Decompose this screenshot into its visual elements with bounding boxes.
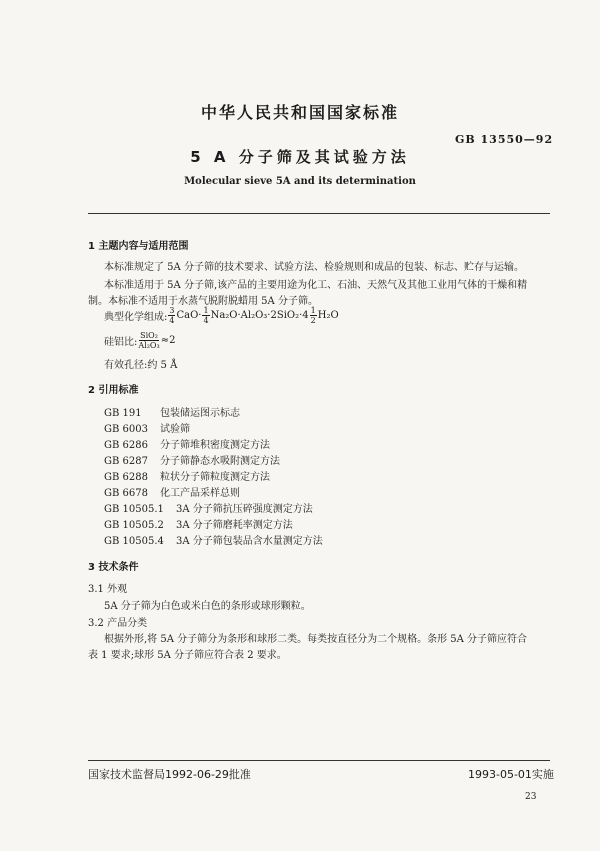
footer-divider xyxy=(88,760,550,761)
document-subtitle-en: Molecular sieve 5A and its determination xyxy=(184,176,416,187)
document-title: 5 A 分子筛及其试验方法 xyxy=(190,148,410,166)
ratio-fraction: $\frac{\text{SiO₂}}{\text{Al₂O₃}}$ xyxy=(138,331,160,350)
formula-term-1: CaO· xyxy=(176,310,202,321)
section-1-para-2-line-1: 本标准适用于 5A 分子筛,该产品的主要用途为化工、石油、天然气及其他工业用气体的干燥和精 xyxy=(104,280,528,291)
header-divider xyxy=(88,213,550,214)
ref-item: GB 10505.1 3A 分子筛抗压碎强度测定方法 xyxy=(104,504,313,515)
ref-item: GB 6288 粒状分子筛粒度测定方法 xyxy=(104,472,270,483)
silica-alumina-ratio xyxy=(104,331,175,350)
ref-item: GB 6003 试验筛 xyxy=(104,424,190,435)
section-1-para-1: 本标准规定了 5A 分子筛的技术要求、试验方法、检验规则和成品的包装、标志、贮存与运输。 xyxy=(104,262,524,273)
ref-item: GB 191 包装储运图示标志 xyxy=(104,408,240,419)
ratio-label: 硅铝比: xyxy=(104,337,138,348)
formula-term-3: H₂O xyxy=(317,310,339,321)
formula-fraction-1: $\frac{3}{4}$ xyxy=(169,306,175,325)
implementation-date: 1993-05-01实施 xyxy=(468,768,554,781)
section-2-heading: 2 引用标准 xyxy=(88,385,139,396)
ref-item: GB 6286 分子筛堆积密度测定方法 xyxy=(104,440,270,451)
section-3-heading: 3 技术条件 xyxy=(88,562,139,573)
approval-date: 国家技术监督局1992-06-29批准 xyxy=(88,768,251,781)
formula-fraction-3: $\frac{1}{2}$ xyxy=(310,306,316,325)
section-1-para-2-line-2: 制。本标准不适用于水蒸气脱附脱蜡用 5A 分子筛。 xyxy=(88,296,318,307)
formula-fraction-2: $\frac{1}{4}$ xyxy=(203,306,209,325)
section-1-heading: 1 主题内容与适用范围 xyxy=(88,241,189,252)
subsection-3-1-text: 5A 分子筛为白色或米白色的条形或球形颗粒。 xyxy=(104,601,311,612)
page-number: 23 xyxy=(525,792,537,802)
subsection-3-2-heading: 3.2 产品分类 xyxy=(88,618,148,629)
chemical-formula xyxy=(104,306,339,325)
subsection-3-2-line-2: 表 1 要求;球形 5A 分子筛应符合表 2 要求。 xyxy=(88,650,287,661)
formula-label: 典型化学组成: xyxy=(104,312,168,323)
ref-item: GB 10505.4 3A 分子筛包装品含水量测定方法 xyxy=(104,536,323,547)
ratio-value: ≈2 xyxy=(160,335,176,346)
standard-code: GB 13550—92 xyxy=(455,133,554,146)
ref-item: GB 6287 分子筛静态水吸附测定方法 xyxy=(104,456,280,467)
subsection-3-2-line-1: 根据外形,将 5A 分子筛分为条形和球形二类。每类按直径分为二个规格。条形 5A 分子筛应符合 xyxy=(104,634,528,645)
ref-item: GB 6678 化工产品采样总则 xyxy=(104,488,240,499)
subsection-3-1-heading: 3.1 外观 xyxy=(88,584,128,595)
formula-term-2: Na₂O·Al₂O₃·2SiO₂·4 xyxy=(210,310,309,321)
effective-aperture: 有效孔径:约 5 Å xyxy=(104,360,178,371)
ref-item: GB 10505.2 3A 分子筛磨耗率测定方法 xyxy=(104,520,293,531)
national-standard-heading: 中华人民共和国国家标准 xyxy=(200,103,399,122)
